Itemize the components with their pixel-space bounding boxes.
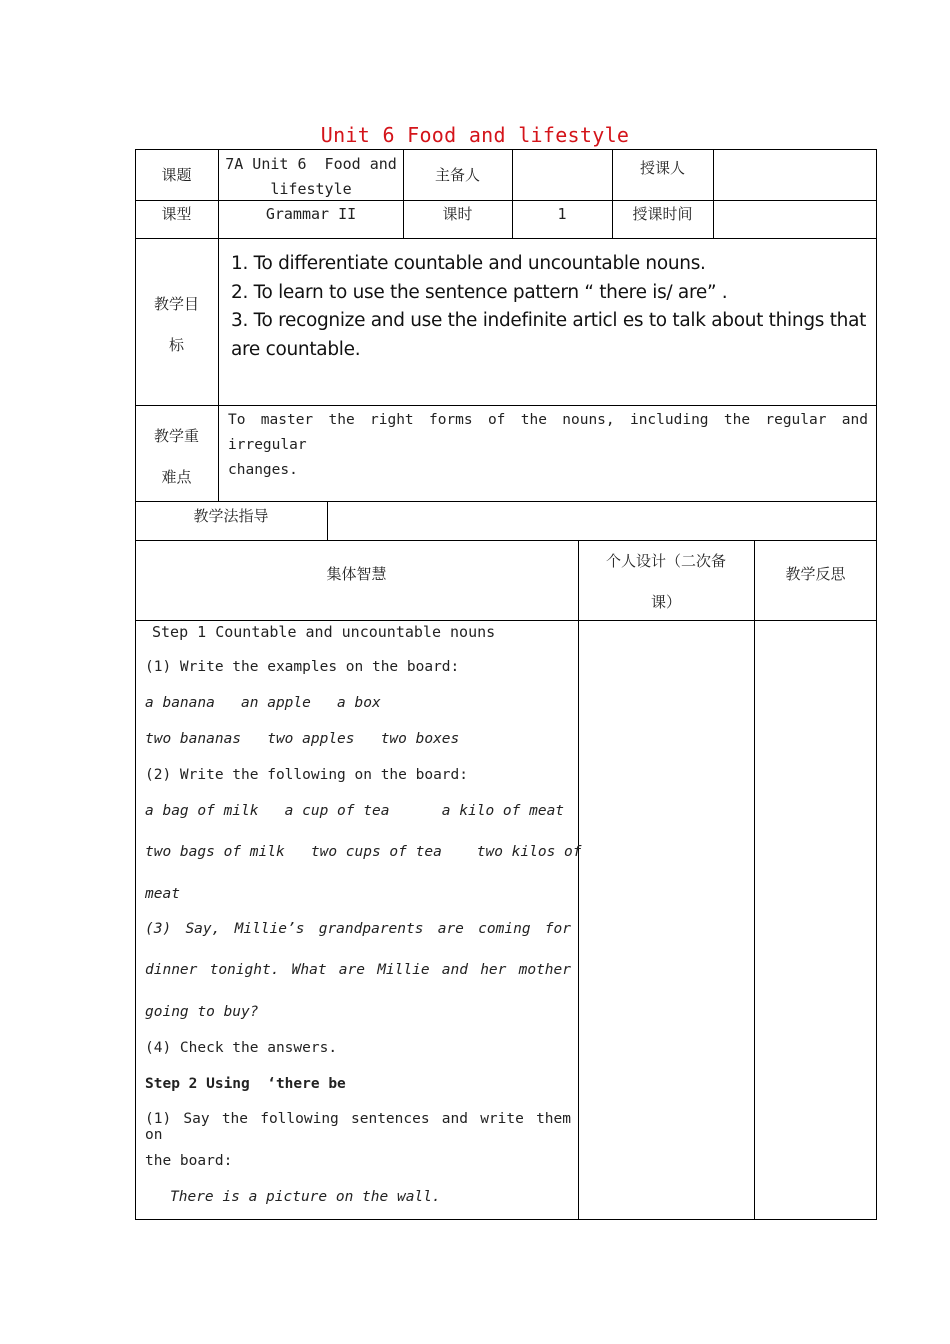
col-divider xyxy=(218,149,219,238)
teacher-label: 授课人 xyxy=(639,159,685,177)
body-line: (1) Write the examples on the board: xyxy=(145,659,460,675)
key-points-label xyxy=(135,416,218,498)
objective-item: 2. To learn to use the sentence pattern “ there is/ are” . xyxy=(231,281,728,303)
topic-label: 课题 xyxy=(161,166,192,184)
body-line: the board: xyxy=(145,1153,233,1169)
period-label: 课时 xyxy=(442,205,473,223)
body-line: meat xyxy=(145,886,180,902)
body-line: (2) Write the following on the board: xyxy=(145,767,469,783)
objectives-label-line2: 标 xyxy=(168,336,184,354)
key-points-label-line2: 难点 xyxy=(161,468,192,486)
body-line: (1) Say the following sentences and write them on xyxy=(145,1111,571,1143)
topic-value-line2: lifestyle xyxy=(270,180,352,198)
objective-item: 1. To differentiate countable and uncountable nouns. xyxy=(231,253,706,274)
reflection-header: 教学反思 xyxy=(785,565,846,583)
time-label: 授课时间 xyxy=(632,205,693,223)
key-points-line2: changes. xyxy=(228,462,298,478)
body-line: (4) Check the answers. xyxy=(145,1040,338,1056)
body-line: dinner tonight. What are Millie and her mother xyxy=(145,962,571,978)
objectives-label-line1: 教学目 xyxy=(153,295,199,313)
row-divider xyxy=(135,540,877,541)
col-divider xyxy=(754,540,755,1220)
objectives-list xyxy=(231,250,867,364)
row-divider xyxy=(135,238,877,239)
method-label: 教学法指导 xyxy=(193,507,269,525)
body-line: two bags of milk two cups of tea two kilos of xyxy=(145,844,582,860)
type-label: 课型 xyxy=(161,205,192,223)
topic-value-line1: 7A Unit 6 Food and xyxy=(225,155,397,173)
key-points-text xyxy=(228,408,868,483)
page-title: Unit 6 Food and lifestyle xyxy=(320,123,630,147)
topic-value xyxy=(222,152,400,202)
step1-heading: Step 1 Countable and uncountable nouns xyxy=(152,623,496,641)
key-points-label-line1: 教学重 xyxy=(153,427,199,445)
col-divider xyxy=(713,149,714,238)
col-divider xyxy=(578,540,579,1220)
personal-header-line2: 课） xyxy=(650,593,681,611)
personal-header xyxy=(578,541,754,623)
body-line: (3) Say, Millie’s grandparents are coming for xyxy=(145,921,571,937)
body-line: There is a picture on the wall. xyxy=(170,1189,441,1205)
body-line: going to buy? xyxy=(145,1004,259,1020)
period-value: 1 xyxy=(557,205,567,223)
body-line: a banana an apple a box xyxy=(145,695,381,711)
preparer-label: 主备人 xyxy=(434,166,480,184)
objective-item: are countable. xyxy=(231,338,361,360)
row-divider xyxy=(135,501,877,502)
col-divider xyxy=(218,238,219,501)
col-divider xyxy=(327,501,328,540)
row-divider xyxy=(135,620,877,621)
type-value: Grammar II xyxy=(265,205,357,223)
key-points-line1: To master the right forms of the nouns, including the regular and irregular xyxy=(228,412,868,453)
body-line: a bag of milk a cup of tea a kilo of meat xyxy=(145,803,565,819)
row-divider xyxy=(135,405,877,406)
step2-heading: Step 2 Using ‘there be xyxy=(145,1076,346,1092)
personal-header-line1: 个人设计（二次备 xyxy=(605,552,726,570)
objectives-label xyxy=(135,284,218,366)
objective-item: 3. To recognize and use the indefinite articl es to talk about things that xyxy=(231,310,867,331)
collective-header: 集体智慧 xyxy=(326,565,387,583)
body-line: two bananas two apples two boxes xyxy=(145,731,460,747)
